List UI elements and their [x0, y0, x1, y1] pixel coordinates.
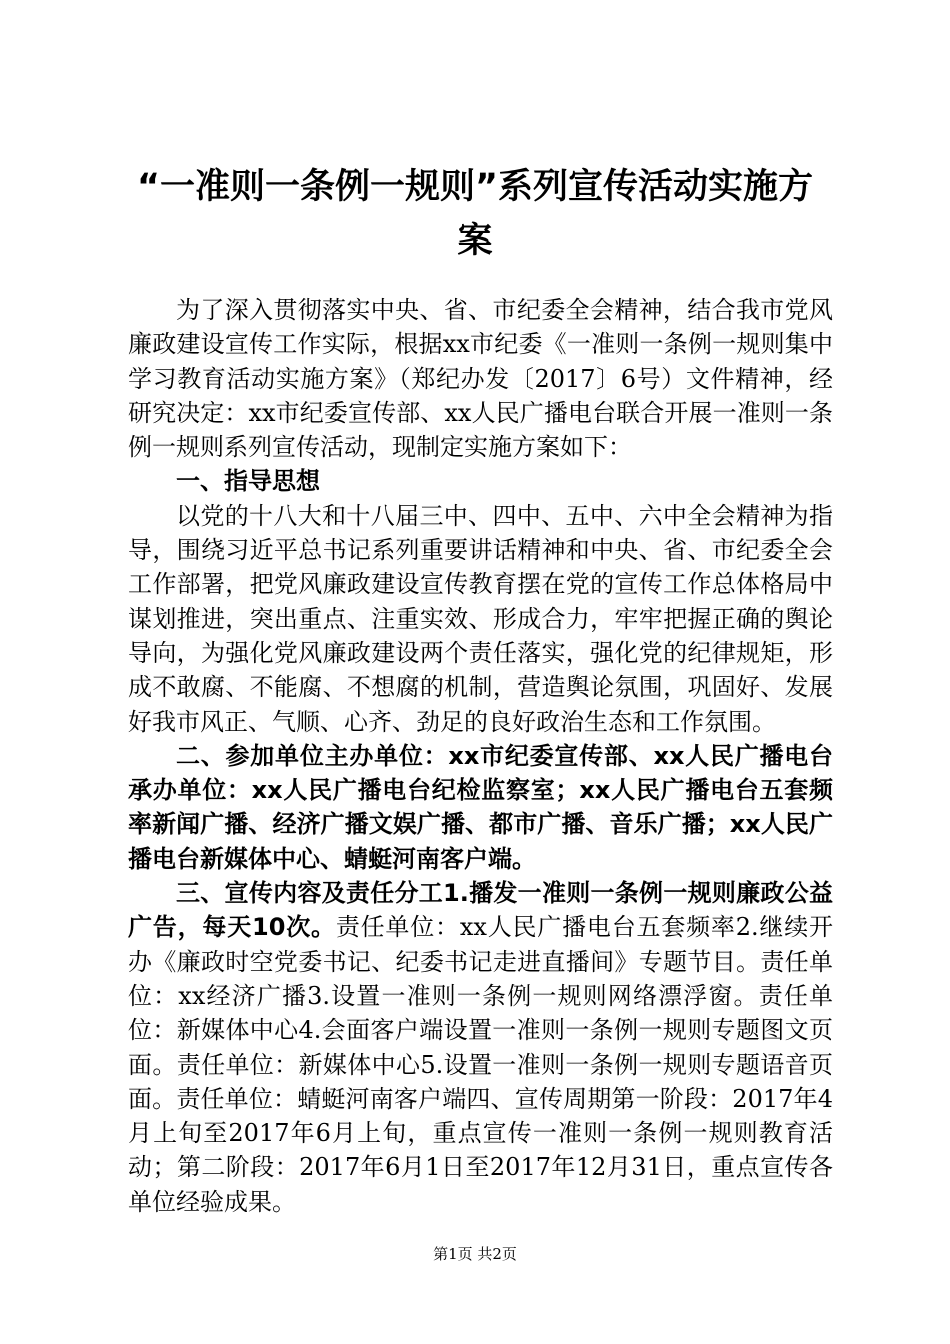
page-footer: 第1页 共2页 — [433, 1245, 517, 1263]
participating-units-paragraph: 二、参加单位主办单位：xx市纪委宣传部、xx人民广播电台承办单位：xx人民广播电台纪检监察室；xx人民广播电台五套频率新闻广播、经济广播文娱广播、都市广播、音乐广播；xx人民广播电台新媒体中心、蜻蜓河南客户端。 — [128, 741, 833, 873]
content-and-responsibility-text: 责任单位：xx人民广播电台五套频率2.继续开办《廉政时空党委书记、纪委书记走进直播间》专题节目。责任单位：xx经济广播3.设置一准则一条例一规则网络漂浮窗。责任单位：新媒体中心4.会面客户端设置一准则一条例一规则专题图文页面。责任单位：新媒体中心5.设置一准则一条例一规则专题语音页面。责任单位：蜻蜓河南客户端四、宣传周期第一阶段：2017年4月上旬至2017年6月上旬，重点宣传一准则一条例一规则教育活动；第二阶段：2017年6月1日至2017年12月31日，重点宣传各单位经验成果。 — [128, 913, 833, 1216]
intro-paragraph: 为了深入贯彻落实中央、省、市纪委全会精神，结合我市党风廉政建设宣传工作实际，根据xx市纪委《一准则一条例一规则集中学习教育活动实施方案》（郑纪办发〔2017〕6号）文件精神，经研究决定：xx市纪委宣传部、xx人民广播电台联合开展一准则一条例一规则系列宣传活动，现制定实施方案如下： — [128, 296, 833, 462]
document-title: “一准则一条例一规则”系列宣传活动实施方案 — [136, 167, 813, 261]
content-and-responsibility-heading: 三、宣传内容及责任分工1.播发一准则一条例一规则廉政公益广告，每天10次。 — [128, 879, 833, 942]
guiding-ideology-paragraph: 以党的十八大和十八届三中、四中、五中、六中全会精神为指导，围绕习近平总书记系列重要讲话精神和中央、省、市纪委全会工作部署，把党风廉政建设宣传教育摆在党的宣传工作总体格局中谋划推进，突出重点、注重实效、形成合力，牢牢把握正确的舆论导向，为强化党风廉政建设两个责任落实，强化党的纪律规矩，形成不敢腐、不能腐、不想腐的机制，营造舆论氛围，巩固好、发展好我市风正、气顺、心齐、劲足的良好政治生态和工作氛围。 — [128, 501, 833, 736]
document-body — [128, 293, 833, 1219]
section-heading-guiding-ideology: 一、指导思想 — [176, 467, 320, 496]
content-and-responsibility-paragraph — [128, 876, 833, 1219]
